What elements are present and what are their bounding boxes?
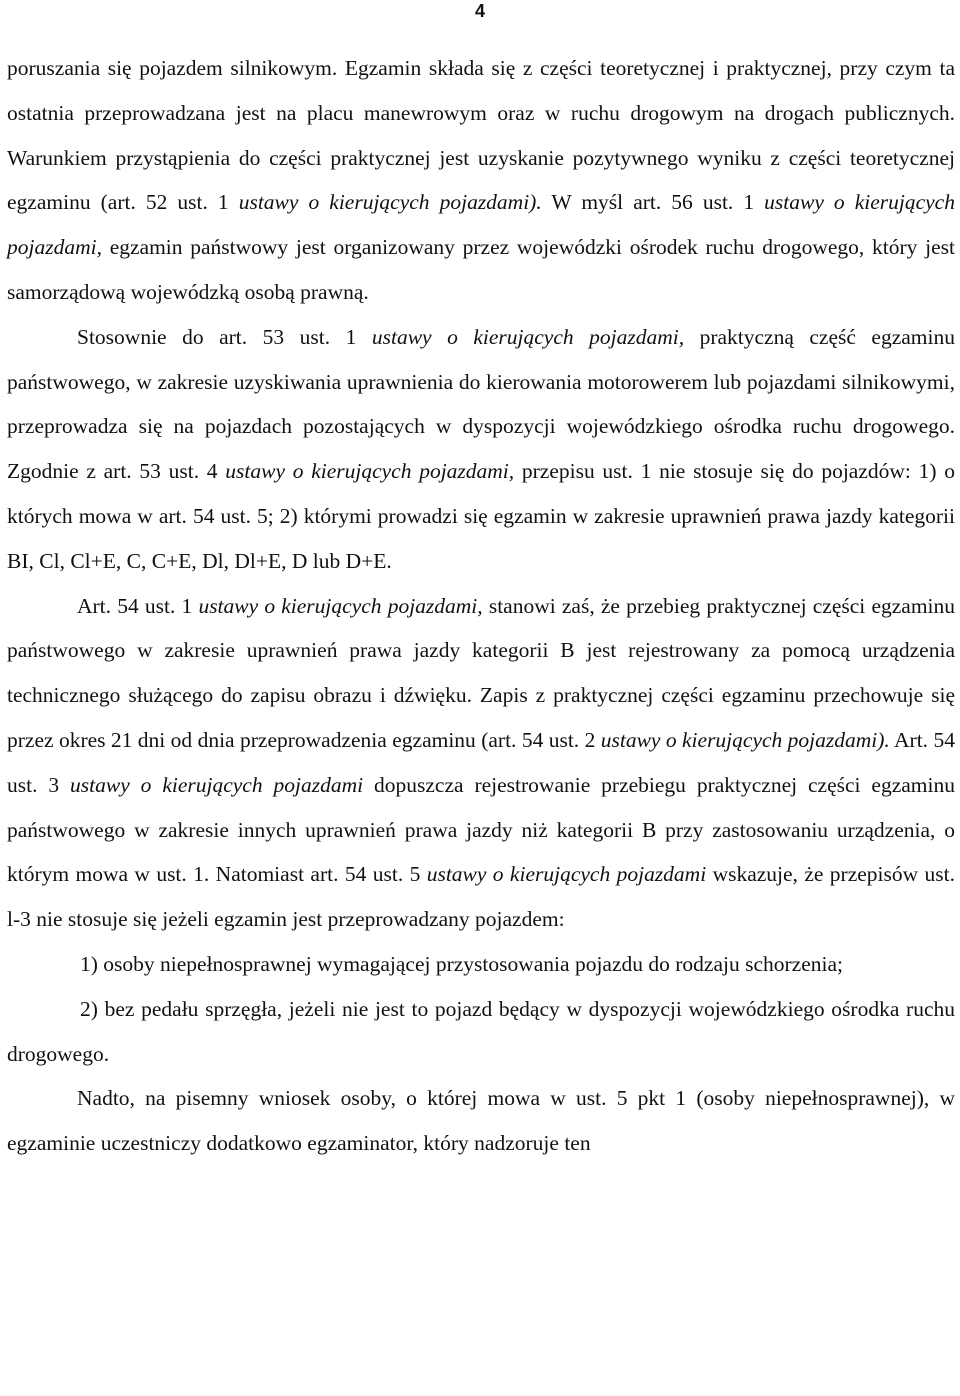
italic-citation: ustawy o kierujących pojazdami, xyxy=(7,190,955,260)
text-run: Stosownie do art. 53 ust. 1 xyxy=(77,324,372,349)
paragraph xyxy=(7,584,955,942)
page-number: 4 xyxy=(474,1,485,21)
text-run: wskazuje, że przepisów ust. l-3 nie stosuje się jeżeli egzamin jest przeprowadzany pojazdem: xyxy=(7,862,955,932)
paragraph xyxy=(7,46,955,315)
italic-citation: ustawy o kierujących pojazdami). xyxy=(600,727,890,752)
text-run: 1) osoby niepełnosprawnej wymagającej przystosowania pojazdu do rodzaju schorzenia; xyxy=(80,951,843,976)
italic-citation: ustawy o kierujących pojazdami xyxy=(426,862,707,887)
text-run: W myśl art. 56 ust. 1 xyxy=(541,190,765,215)
text-run: Art. 54 ust. 1 xyxy=(77,593,199,618)
text-run: Art. 54 ust. 3 xyxy=(7,727,955,797)
document-body xyxy=(7,46,955,1166)
italic-citation: ustawy o kierujących pojazdami, xyxy=(371,324,685,349)
list-item xyxy=(7,942,955,987)
italic-citation: ustawy o kierujących pojazdami). xyxy=(238,190,542,215)
text-run: przepisu ust. 1 nie stosuje się do pojazdów: 1) o których mowa w art. 54 ust. 5; 2) którymi prowadzi się egzamin w zakresie uprawnień prawa jazdy kategorii BI, Cl, Cl+E, C, C+E, Dl, Dl+E, D lub D+E. xyxy=(7,459,955,573)
paragraph xyxy=(7,1076,955,1166)
text-run: egzamin państwowy jest organizowany przez wojewódzki ośrodek ruchu drogowego, który jest samorządową wojewódzką osobą prawną. xyxy=(7,235,955,304)
text-run: praktyczną część egzaminu państwowego, w zakresie uzyskiwania uprawnienia do kierowania motorowerem lub pojazdami silnikowymi, przeprowadza się na pojazdach pozostających w dyspozycji wojewódzkiego ośrodka ruchu drogowego. Zgodnie z art. 53 ust. 4 xyxy=(7,324,955,484)
text-run: stanowi zaś, że przebieg praktycznej części egzaminu państwowego w zakresie uprawnień prawa jazdy kategorii B jest rejestrowany za pomocą urządzenia technicznego służącego do zapisu obrazu i dźwięku. Zapis z praktycznej części egzaminu przechowuje się przez okres 21 dni od dnia przeprowadzenia egzaminu (art. 54 ust. 2 xyxy=(7,593,956,752)
text-run: Nadto, na pisemny wniosek osoby, o której mowa w ust. 5 pkt 1 (osoby niepełnosprawnej), w egzaminie uczestniczy dodatkowo egzaminator, który nadzoruje ten xyxy=(7,1086,955,1156)
text-run: poruszania się pojazdem silnikowym. Egzamin składa się z części teoretycznej i praktycznej, przy czym ta ostatnia przeprowadzana jest na placu manewrowym oraz w ruchu drogowym na drogach publicznych. Warunkiem przystąpienia do części praktycznej jest uzyskanie pozytywnego wyniku z części teoretycznej egzaminu (art. 52 ust. 1 xyxy=(7,56,955,215)
italic-citation: ustawy o kierujących pojazdami, xyxy=(198,593,483,618)
paragraph xyxy=(7,315,955,584)
italic-citation: ustawy o kierujących pojazdami, xyxy=(225,459,515,484)
italic-citation: ustawy o kierujących pojazdami xyxy=(70,772,364,797)
list-item xyxy=(7,987,955,1077)
text-run: 2) bez pedału sprzęgła, jeżeli nie jest to pojazd będący w dyspozycji wojewódzkiego ośrodka ruchu drogowego. xyxy=(7,996,955,1066)
text-run: dopuszcza rejestrowanie przebiegu praktycznej części egzaminu państwowego w zakresie innych uprawnień prawa jazdy niż kategorii B przy zastosowaniu urządzenia, o którym mowa w ust. 1. Natomiast art. 54 ust. 5 xyxy=(7,772,955,887)
